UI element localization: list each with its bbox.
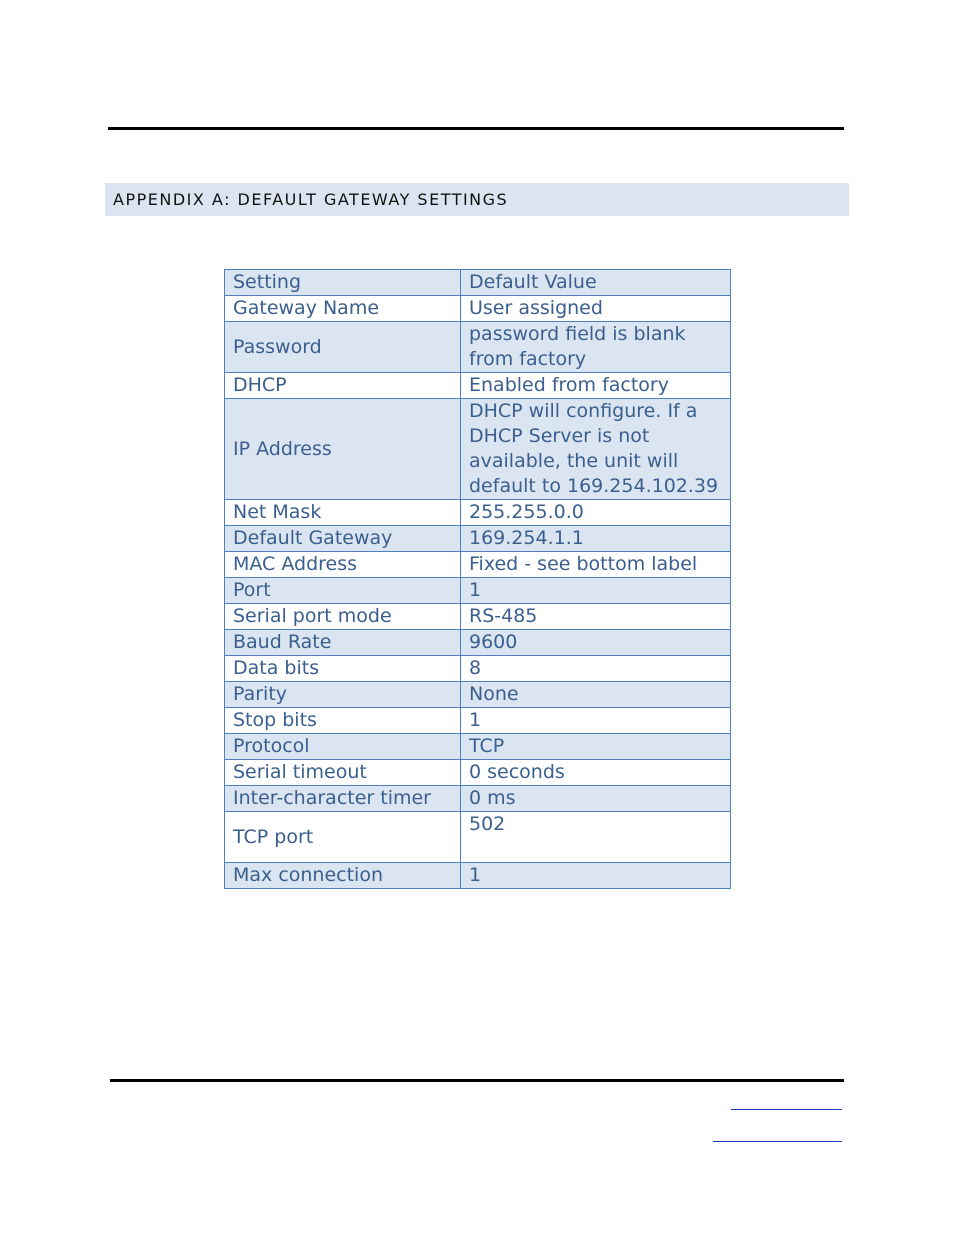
table-row — [225, 734, 731, 760]
setting-cell: Data bits — [225, 656, 461, 682]
setting-cell: Parity — [225, 682, 461, 708]
setting-cell: Password — [225, 322, 461, 373]
table-row — [225, 630, 731, 656]
value-cell: 9600 — [461, 630, 731, 656]
setting-cell: Serial port mode — [225, 604, 461, 630]
setting-cell: Protocol — [225, 734, 461, 760]
value-cell: User assigned — [461, 296, 731, 322]
setting-cell: Baud Rate — [225, 630, 461, 656]
footer-link-underline[interactable] — [731, 1109, 842, 1110]
header-setting: Setting — [225, 270, 461, 296]
section-heading-band — [105, 183, 849, 216]
value-cell: TCP — [461, 734, 731, 760]
value-cell: 255.255.0.0 — [461, 500, 731, 526]
value-cell: RS-485 — [461, 604, 731, 630]
setting-cell: Net Mask — [225, 500, 461, 526]
header-default-value: Default Value — [461, 270, 731, 296]
value-cell: None — [461, 682, 731, 708]
value-cell: Enabled from factory — [461, 373, 731, 399]
footer-link-underline[interactable] — [713, 1141, 842, 1142]
value-cell: password field is blank from factory — [461, 322, 731, 373]
value-cell: 8 — [461, 656, 731, 682]
value-cell: 0 seconds — [461, 760, 731, 786]
setting-cell: Max connection — [225, 863, 461, 889]
section-heading: APPENDIX A: DEFAULT GATEWAY SETTINGS — [113, 190, 509, 209]
value-cell: 1 — [461, 708, 731, 734]
header-rule — [108, 127, 844, 130]
setting-cell: MAC Address — [225, 552, 461, 578]
table-row — [225, 708, 731, 734]
setting-cell: Port — [225, 578, 461, 604]
table-row — [225, 578, 731, 604]
setting-cell: DHCP — [225, 373, 461, 399]
table-row — [225, 812, 731, 863]
value-cell: Fixed - see bottom label — [461, 552, 731, 578]
table-row — [225, 399, 731, 500]
setting-cell: Inter-character timer — [225, 786, 461, 812]
table-row — [225, 373, 731, 399]
table-row — [225, 656, 731, 682]
table-row — [225, 604, 731, 630]
setting-cell: Stop bits — [225, 708, 461, 734]
default-settings-table — [224, 269, 731, 889]
setting-cell: Default Gateway — [225, 526, 461, 552]
table-row — [225, 682, 731, 708]
table-row — [225, 500, 731, 526]
setting-cell: IP Address — [225, 399, 461, 500]
value-cell: 0 ms — [461, 786, 731, 812]
setting-cell: Serial timeout — [225, 760, 461, 786]
table-row — [225, 322, 731, 373]
table-row — [225, 760, 731, 786]
table-row — [225, 786, 731, 812]
table-row — [225, 552, 731, 578]
value-cell: 169.254.1.1 — [461, 526, 731, 552]
value-cell: 1 — [461, 863, 731, 889]
value-cell: DHCP will configure. If a DHCP Server is not available, the unit will default to 169.254.102.39 — [461, 399, 731, 500]
footer-rule — [110, 1079, 844, 1082]
value-cell: 502 — [461, 812, 731, 863]
setting-cell: TCP port — [225, 812, 461, 863]
table-row — [225, 863, 731, 889]
setting-cell: Gateway Name — [225, 296, 461, 322]
table-row — [225, 296, 731, 322]
table-row — [225, 526, 731, 552]
table-header-row — [225, 270, 731, 296]
value-cell: 1 — [461, 578, 731, 604]
